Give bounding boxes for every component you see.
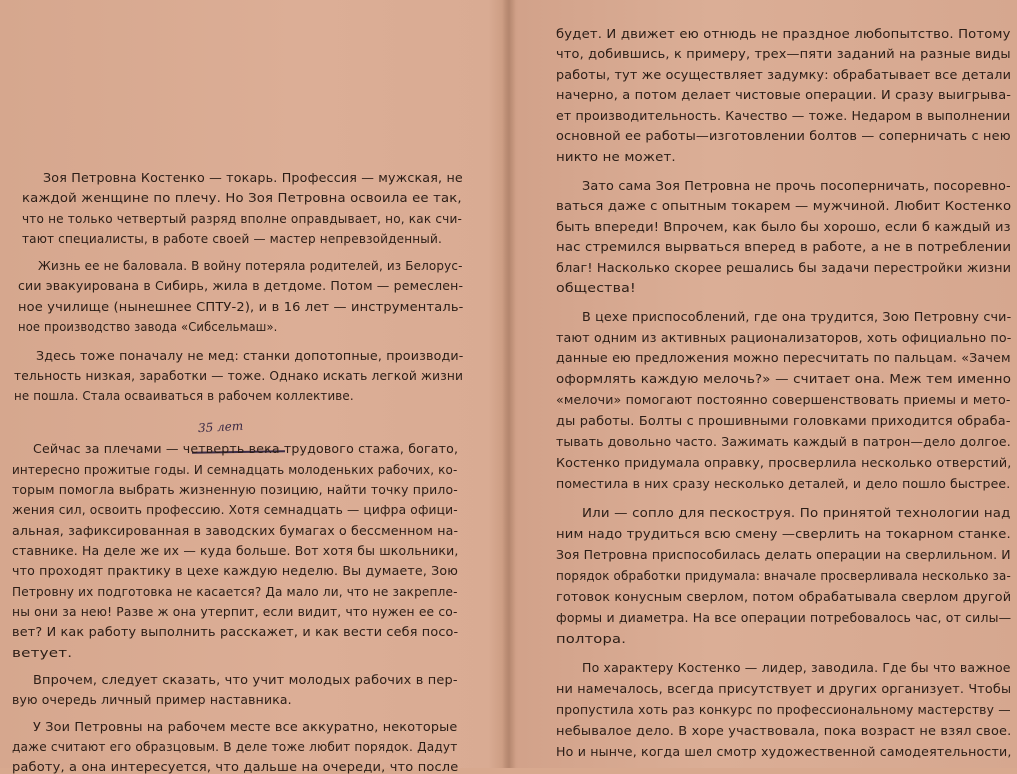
text-line: ет производительность. Качество — тоже. Недаром в выполнении — [556, 108, 1011, 123]
text-line: каждой женщине по плечу. Но Зоя Петровна освоила ее так, — [22, 190, 462, 205]
text-line: сии эвакуирована в Сибирь, жила в детдоме. Потом — ремеслен- — [18, 278, 464, 293]
text-line: ним надо трудиться всю смену —сверлить на токарном станке. — [556, 526, 1011, 541]
text-line: Зоя Петровна Костенко — токарь. Профессия — мужская, не — [43, 170, 463, 185]
text-line: У Зои Петровны на рабочем месте все аккуратно, некоторые — [33, 719, 458, 734]
text-line: никто не может. — [556, 149, 676, 164]
text-line: небывалое дело. В хоре участвовала, пока возраст не взял свое. — [556, 723, 1012, 738]
text-line: ды работы. Болты с прошивными головками приходится обраба- — [556, 413, 1011, 428]
text-line: даже считают его образцовым. В деле тоже любит порядок. Дадут — [12, 739, 458, 754]
text-line: что не только четвертый разряд вполне оправдывает, но, как счи- — [22, 211, 463, 226]
text-line: ветует. — [12, 645, 73, 660]
left-page — [0, 0, 505, 774]
text-line: тают одним из активных рационализаторов, хоть официально по- — [556, 330, 1012, 345]
text-line: ставнике. На деле же их — куда больше. Вот хотя бы школьники, — [12, 543, 459, 558]
text-line: интересно прожитые годы. И семнадцать молоденьких рабочих, ко- — [12, 462, 458, 477]
text-line: Зато сама Зоя Петровна не прочь посоперничать, посоревно- — [582, 178, 1011, 193]
text-line: ни намечалось, всегда присутствует и других организует. Чтобы — [556, 681, 1012, 696]
text-line: Или — сопло для пескоструя. По принятой технологии над — [582, 505, 1011, 520]
text-line: быть впереди! Впрочем, как было бы хорошо, если б каждый из — [556, 219, 1011, 234]
text-line: вет? И как работу выполнить расскажет, и как вести себя посо- — [12, 624, 459, 639]
text-line: работу, а она интересуется, что дальше на очереди, что после — [12, 759, 459, 774]
text-line: тельность низкая, заработки — тоже. Однако искать легкой жизни — [14, 368, 464, 383]
text-line: благ! Насколько скорее решались бы задачи перестройки жизни — [556, 260, 1012, 275]
text-line: что проходят практику в цехе каждую неделю. Вы думаете, Зою — [12, 563, 459, 578]
text-line: работы, тут же осуществляет задумку: обрабатывает все детали — [556, 67, 1012, 82]
text-line: полтора. — [556, 631, 627, 646]
text-line: жения сил, освоить профессию. Хотя семнадцать — цифра офици- — [12, 502, 458, 517]
text-line: альная, зафиксированная в заводских бумагах о бессменном на- — [12, 523, 459, 538]
text-line: Но и нынче, когда шел смотр художественной самодеятельности, — [556, 744, 1012, 759]
text-line: основной ее работы—изготовлении болтов — соперничать с нею — [556, 128, 1011, 143]
text-line: нас стремился вырваться вперед в работе, а не в потреблении — [556, 239, 1012, 254]
text-line: тают специалисты, в работе своей — мастер непревзойденный. — [22, 231, 442, 246]
text-line: ное училище (нынешнее СПТУ-2), и в 16 лет — инструменталь- — [18, 299, 464, 314]
text-line: ваться даже с опытным токарем — мужчиной. Любит Костенко — [556, 198, 1012, 213]
text-line: Жизнь ее не баловала. В войну потеряла родителей, из Белорус- — [38, 258, 463, 273]
text-line: поместила в них сразу несколько деталей, и дело пошло быстрее. — [556, 476, 1011, 491]
text-line: По характеру Костенко — лидер, заводила. Где бы что важное — [582, 660, 1011, 675]
text-line: оформлять каждую мелочь?» — считает она. Меж тем именно — [556, 371, 1012, 386]
text-line: Петровну их подготовка не касается? Да мало ли, что не закрепле- — [12, 584, 458, 599]
text-line: не пошла. Стала осваиваться в рабочем коллективе. — [14, 388, 354, 403]
text-line: В цехе приспособлений, где она трудится, Зою Петровну счи- — [582, 309, 1012, 324]
text-line: формы и диаметра. На все операции потребовалось час, от силы— — [556, 610, 1012, 625]
text-line: ны они за нею! Разве ж она утерпит, если видит, что нужен ее со- — [12, 604, 458, 619]
text-line: готовок конусным сверлом, потом обрабатывала сверлом другой — [556, 589, 1012, 604]
text-line: Впрочем, следует сказать, что учит молодых рабочих в пер- — [33, 672, 458, 687]
text-line: будет. И движет ею отнюдь не праздное любопытство. Потому — [556, 26, 1011, 41]
text-line: Сейчас за плечами — четверть века трудового стажа, богато, — [33, 441, 459, 456]
text-line: Зоя Петровна приспособилась делать операции на сверлильном. И — [556, 547, 1011, 562]
text-line: начерно, а потом делает чистовые операции. И сразу выигрыва- — [556, 87, 1012, 102]
text-line: ное производство завода «Сибсельмаш». — [18, 319, 278, 334]
text-line: тывать довольно часто. Зажимать каждый в патрон—дело долгое. — [556, 434, 1011, 449]
text-line: пропустила хоть раз конкурс по профессиональному мастерству — — [556, 702, 1011, 717]
right-page — [512, 0, 1017, 768]
text-line: общества! — [556, 280, 636, 295]
text-line: вую очередь личный пример наставника. — [12, 692, 292, 707]
text-line: «мелочи» помогают постоянно совершенствовать приемы и мето- — [556, 392, 1011, 407]
text-line: порядок обработки придумала: вначале просверливала несколько за- — [556, 568, 1011, 583]
handwritten-note: 35 лет — [197, 418, 244, 436]
text-line: данные ею предложения можно пересчитать по пальцам. «Зачем — [556, 350, 1011, 365]
text-line: что, добившись, к примеру, трех—пяти заданий на разные виды — [556, 46, 1011, 61]
text-line: Здесь тоже поначалу не мед: станки допотопные, производи- — [36, 348, 464, 363]
text-line: торым помогла выбрать жизненную позицию, найти точку прило- — [12, 482, 458, 497]
text-line: Костенко придумала оправку, просверлила несколько отверстий, — [556, 455, 1012, 470]
